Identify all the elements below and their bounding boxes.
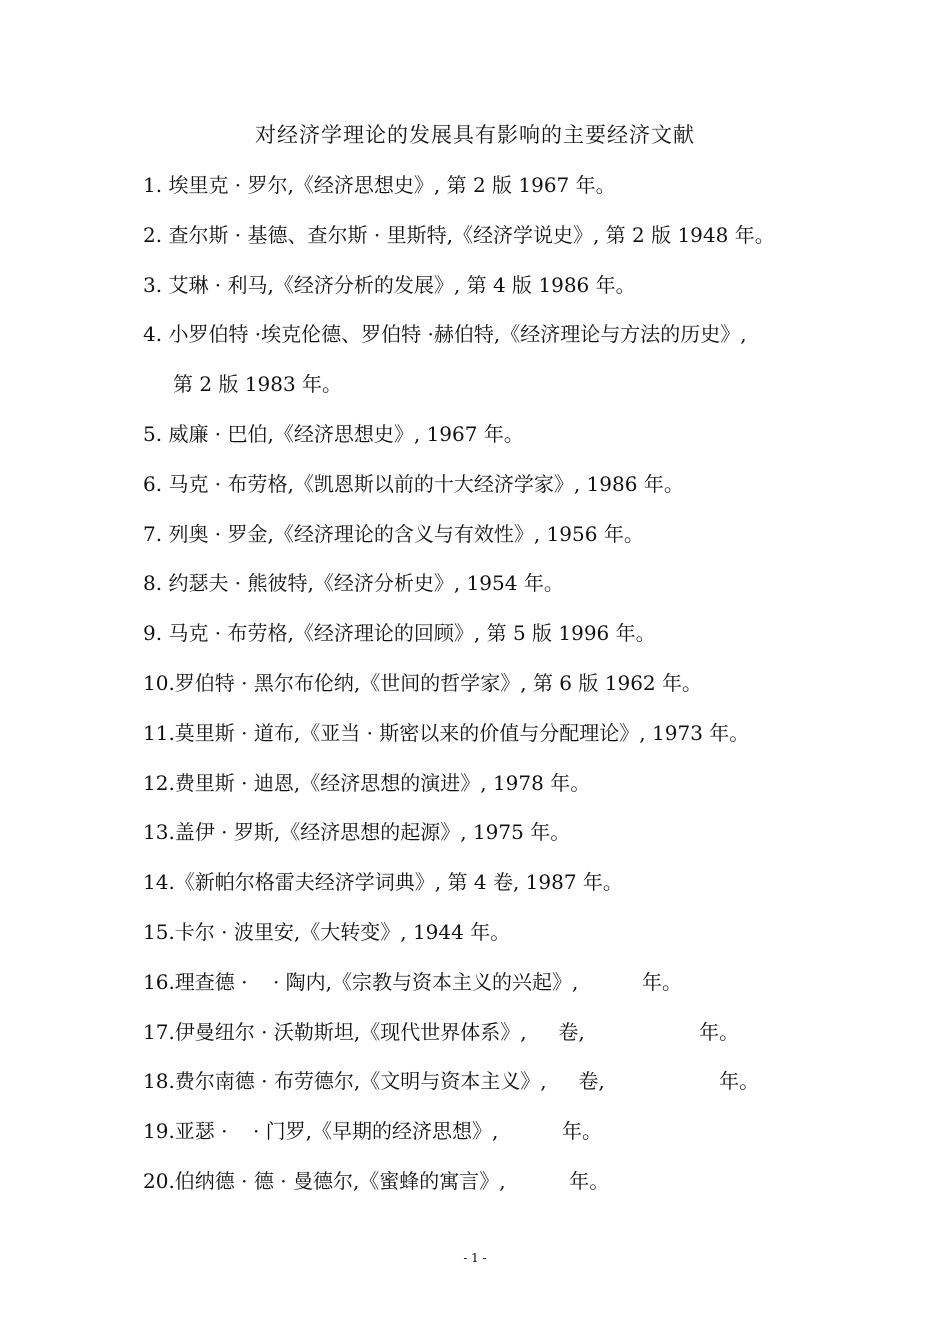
list-item: 9. 马克 · 布劳格,《经济理论的回顾》, 第 5 版 1996 年。: [143, 621, 656, 646]
list-item: 17.伊曼纽尔 · 沃勒斯坦,《现代世界体系》, 卷, 年。: [143, 1019, 740, 1044]
list-item: 3. 艾琳 · 利马,《经济分析的发展》, 第 4 版 1986 年。: [143, 272, 636, 297]
list-item: 4. 小罗伯特 ·埃克伦德、罗伯特 ·赫伯特,《经济理论与方法的历史》,: [143, 322, 747, 347]
list-item: 19.亚瑟 · · 门罗,《早期的经济思想》, 年。: [143, 1119, 602, 1144]
list-item-continuation: 第 2 版 1983 年。: [173, 372, 343, 397]
list-item: 12.费里斯 · 迪恩,《经济思想的演进》, 1978 年。: [143, 770, 591, 795]
list-item: 8. 约瑟夫 · 熊彼特,《经济分析史》, 1954 年。: [143, 571, 564, 596]
list-item: 7. 列奥 · 罗金,《经济理论的含义与有效性》, 1956 年。: [143, 521, 644, 546]
list-item: 15.卡尔 · 波里安,《大转变》, 1944 年。: [143, 919, 511, 944]
list-item: 13.盖伊 · 罗斯,《经济思想的起源》, 1975 年。: [143, 820, 571, 845]
list-item: 18.费尔南德 · 布劳德尔,《文明与资本主义》, 卷, 年。: [143, 1069, 760, 1094]
list-item: 2. 查尔斯 · 基德、查尔斯 · 里斯特,《经济学说史》, 第 2 版 1948 年。: [143, 222, 775, 247]
page-number: - 1 -: [463, 1251, 487, 1265]
reference-list: [143, 170, 843, 1216]
list-item: 14.《新帕尔格雷夫经济学词典》, 第 4 卷, 1987 年。: [143, 870, 623, 895]
list-item: 5. 威廉 · 巴伯,《经济思想史》, 1967 年。: [143, 421, 524, 446]
list-item: 20.伯纳德 · 德 · 曼德尔,《蜜蜂的寓言》, 年。: [143, 1168, 610, 1193]
list-item: 10.罗伯特 · 黑尔布伦纳,《世间的哲学家》, 第 6 版 1962 年。: [143, 670, 703, 695]
list-item: 1. 埃里克 · 罗尔,《经济思想史》, 第 2 版 1967 年。: [143, 173, 616, 197]
list-item: 6. 马克 · 布劳格,《凯恩斯以前的十大经济学家》, 1986 年。: [143, 471, 684, 496]
list-item: 16.理查德 · · 陶内,《宗教与资本主义的兴起》, 年。: [143, 969, 682, 994]
list-item: 11.莫里斯 · 道布,《亚当 · 斯密以来的价值与分配理论》, 1973 年。: [143, 720, 750, 745]
page-title: 对经济学理论的发展具有影响的主要经济文献: [255, 123, 695, 147]
